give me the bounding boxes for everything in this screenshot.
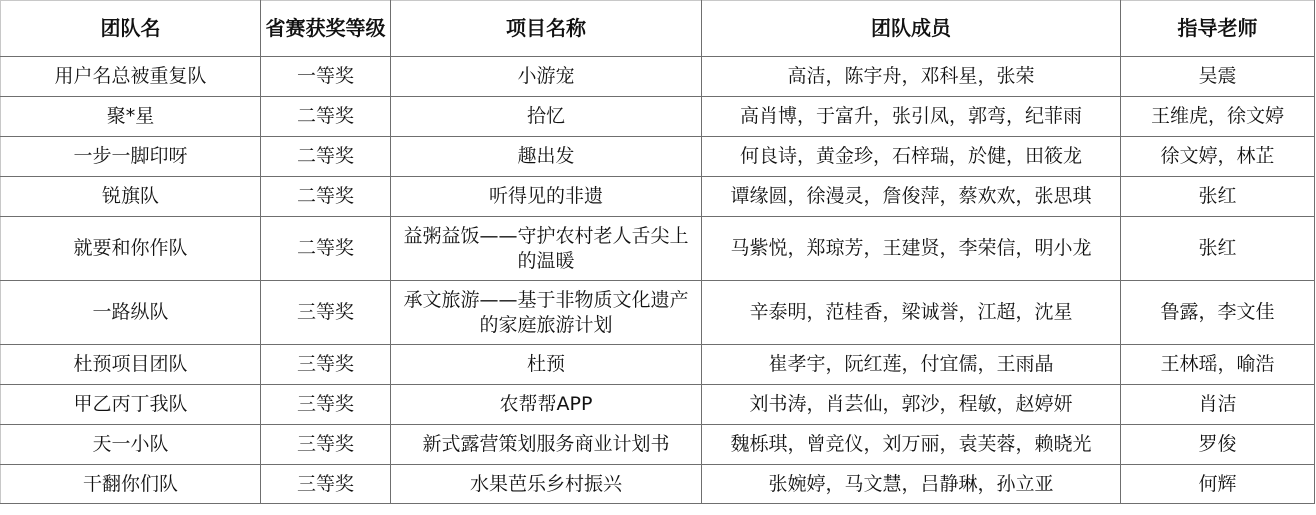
project-name-cell: 新式露营策划服务商业计划书 bbox=[391, 425, 702, 465]
advisor-cell: 王维虎，徐文婷 bbox=[1121, 97, 1315, 137]
advisor-cell: 王林瑶，喻浩 bbox=[1121, 345, 1315, 385]
advisor-cell: 吴震 bbox=[1121, 57, 1315, 97]
team-name-cell: 聚*星 bbox=[1, 97, 261, 137]
project-name-cell: 听得见的非遗 bbox=[391, 177, 702, 217]
team-members-cell: 高洁，陈宇舟，邓科星，张荣 bbox=[702, 57, 1121, 97]
header-row bbox=[1, 1, 1315, 57]
table-row bbox=[1, 465, 1315, 504]
header-team-members: 团队成员 bbox=[702, 1, 1121, 57]
project-name-cell: 水果芭乐乡村振兴 bbox=[391, 465, 702, 504]
award-level-cell: 三等奖 bbox=[261, 465, 391, 504]
award-level-cell: 二等奖 bbox=[261, 217, 391, 281]
award-level-cell: 一等奖 bbox=[261, 57, 391, 97]
advisor-cell: 罗俊 bbox=[1121, 425, 1315, 465]
project-name-cell: 承文旅游——基于非物质文化遗产的家庭旅游计划 bbox=[391, 281, 702, 345]
award-level-cell: 二等奖 bbox=[261, 97, 391, 137]
team-name-cell: 锐旗队 bbox=[1, 177, 261, 217]
team-name-cell: 干翻你们队 bbox=[1, 465, 261, 504]
team-name-cell: 天一小队 bbox=[1, 425, 261, 465]
advisor-cell: 何辉 bbox=[1121, 465, 1315, 504]
table-row bbox=[1, 425, 1315, 465]
advisor-cell: 张红 bbox=[1121, 177, 1315, 217]
award-level-cell: 三等奖 bbox=[261, 345, 391, 385]
team-name-cell: 一路纵队 bbox=[1, 281, 261, 345]
table-row bbox=[1, 385, 1315, 425]
table-row bbox=[1, 217, 1315, 281]
table-row bbox=[1, 97, 1315, 137]
team-name-cell: 用户名总被重复队 bbox=[1, 57, 261, 97]
team-members-cell: 高肖博，于富升，张引凤，郭弯，纪菲雨 bbox=[702, 97, 1121, 137]
header-award-level: 省赛获奖等级 bbox=[261, 1, 391, 57]
project-name-cell: 益粥益饭——守护农村老人舌尖上的温暖 bbox=[391, 217, 702, 281]
team-name-cell: 就要和你作队 bbox=[1, 217, 261, 281]
team-name-cell: 杜预项目团队 bbox=[1, 345, 261, 385]
project-name-cell: 趣出发 bbox=[391, 137, 702, 177]
advisor-cell: 徐文婷，林芷 bbox=[1121, 137, 1315, 177]
table-row bbox=[1, 57, 1315, 97]
award-level-cell: 二等奖 bbox=[261, 137, 391, 177]
team-members-cell: 刘书涛，肖芸仙，郭沙，程敏，赵婷妍 bbox=[702, 385, 1121, 425]
team-name-cell: 甲乙丙丁我队 bbox=[1, 385, 261, 425]
team-members-cell: 辛泰明，范桂香，梁诚誉，江超，沈星 bbox=[702, 281, 1121, 345]
project-name-cell: 杜预 bbox=[391, 345, 702, 385]
team-name-cell: 一步一脚印呀 bbox=[1, 137, 261, 177]
table-row bbox=[1, 137, 1315, 177]
project-name-cell: 拾忆 bbox=[391, 97, 702, 137]
table-row bbox=[1, 345, 1315, 385]
advisor-cell: 肖洁 bbox=[1121, 385, 1315, 425]
table-row bbox=[1, 281, 1315, 345]
header-advisor: 指导老师 bbox=[1121, 1, 1315, 57]
project-name-cell: 小游宠 bbox=[391, 57, 702, 97]
award-level-cell: 三等奖 bbox=[261, 425, 391, 465]
advisor-cell: 张红 bbox=[1121, 217, 1315, 281]
advisor-cell: 鲁露，李文佳 bbox=[1121, 281, 1315, 345]
team-members-cell: 何良诗，黄金珍，石梓瑞，於健，田筱龙 bbox=[702, 137, 1121, 177]
award-level-cell: 三等奖 bbox=[261, 281, 391, 345]
team-members-cell: 谭缘圆，徐漫灵，詹俊萍，蔡欢欢，张思琪 bbox=[702, 177, 1121, 217]
team-members-cell: 张婉婷，马文慧，吕静琳，孙立亚 bbox=[702, 465, 1121, 504]
award-level-cell: 二等奖 bbox=[261, 177, 391, 217]
team-members-cell: 马紫悦，郑琼芳，王建贤，李荣信，明小龙 bbox=[702, 217, 1121, 281]
team-members-cell: 崔孝宇，阮红莲，付宜儒，王雨晶 bbox=[702, 345, 1121, 385]
header-project-name: 项目名称 bbox=[391, 1, 702, 57]
team-members-cell: 魏栎琪，曾竞仪，刘万丽，袁芙蓉，赖晓光 bbox=[702, 425, 1121, 465]
header-team-name: 团队名 bbox=[1, 1, 261, 57]
project-name-cell: 农帮帮APP bbox=[391, 385, 702, 425]
table-row bbox=[1, 177, 1315, 217]
award-level-cell: 三等奖 bbox=[261, 385, 391, 425]
